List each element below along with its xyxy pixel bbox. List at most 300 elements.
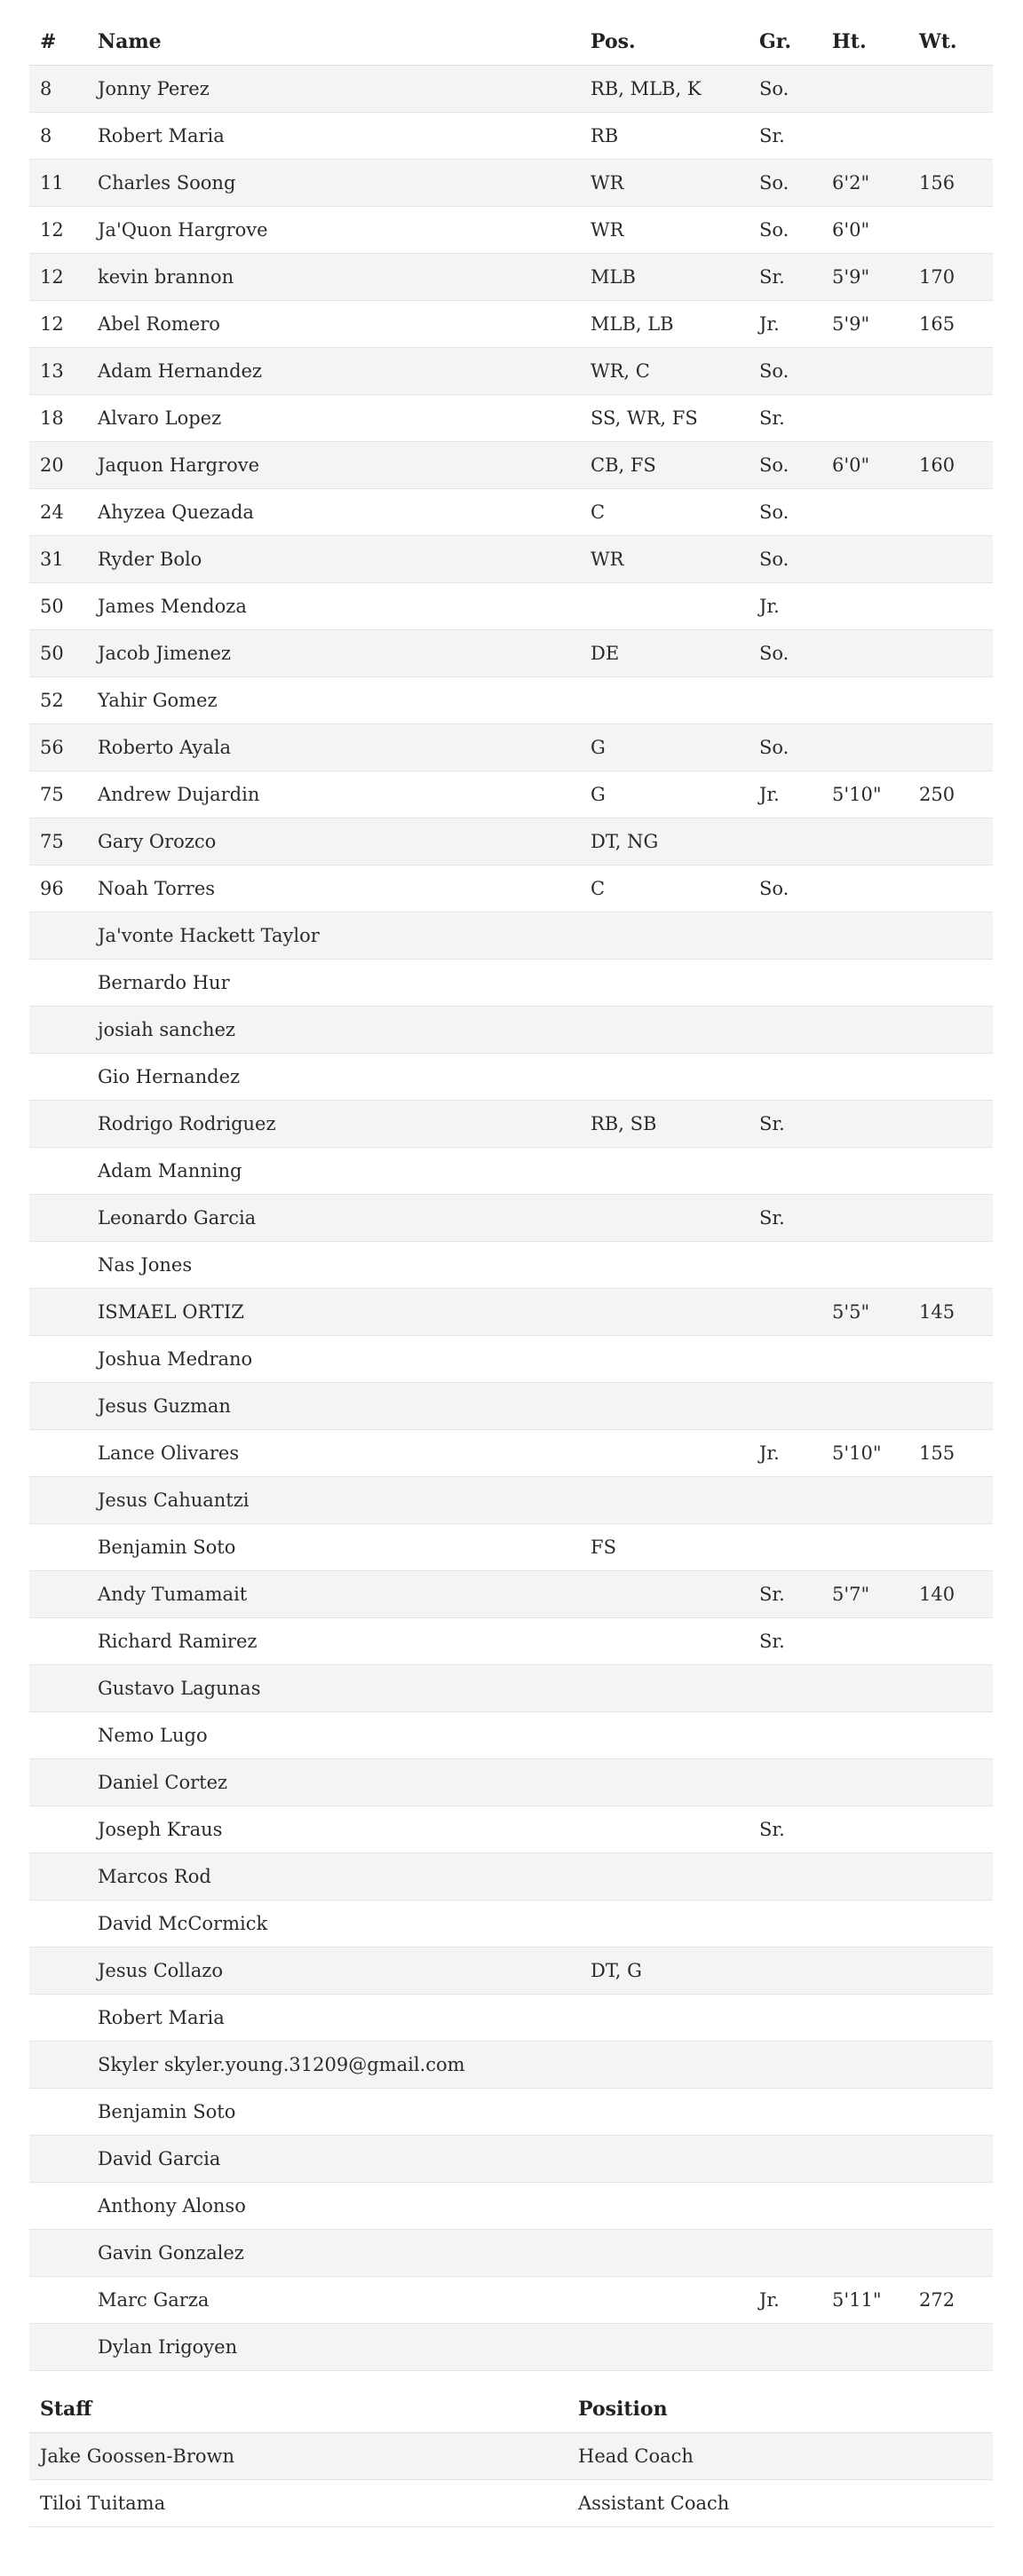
- player-grade: [749, 1995, 821, 2042]
- player-position: [580, 1853, 749, 1900]
- player-position: [580, 2324, 749, 2371]
- player-height: [821, 1665, 908, 1712]
- player-weight: [908, 1007, 993, 1054]
- table-row: [29, 1759, 993, 1806]
- player-position: [580, 1995, 749, 2042]
- player-height: [821, 724, 908, 771]
- player-position: RB, MLB, K: [580, 66, 749, 113]
- table-row: [29, 2136, 993, 2183]
- player-position: CB, FS: [580, 442, 749, 489]
- table-row: [29, 677, 993, 724]
- staff-row: [29, 2433, 993, 2480]
- player-position: G: [580, 771, 749, 818]
- player-number: [29, 913, 87, 960]
- player-grade: So.: [749, 489, 821, 536]
- player-name[interactable]: Gary Orozco: [87, 818, 580, 865]
- staff-name: Jake Goossen-Brown: [29, 2433, 567, 2480]
- player-height: [821, 489, 908, 536]
- player-height: 6'0": [821, 207, 908, 254]
- player-weight: [908, 1195, 993, 1242]
- player-weight: [908, 1618, 993, 1665]
- player-position: [580, 1289, 749, 1336]
- table-row: [29, 724, 993, 771]
- player-name[interactable]: David Garcia: [87, 2136, 580, 2183]
- player-height: [821, 1336, 908, 1383]
- player-name[interactable]: Yahir Gomez: [87, 677, 580, 724]
- player-number: 50: [29, 583, 87, 630]
- player-position: C: [580, 865, 749, 913]
- player-position: [580, 1007, 749, 1054]
- player-number: [29, 1759, 87, 1806]
- table-row: [29, 818, 993, 865]
- player-number: [29, 1242, 87, 1289]
- player-name[interactable]: Abel Romero: [87, 301, 580, 348]
- table-row: [29, 1948, 993, 1995]
- player-position: [580, 1618, 749, 1665]
- player-weight: 272: [908, 2277, 993, 2324]
- player-height: [821, 1712, 908, 1759]
- player-height: [821, 1054, 908, 1101]
- header-number[interactable]: #: [29, 18, 87, 66]
- player-height: [821, 677, 908, 724]
- player-position: [580, 1054, 749, 1101]
- player-weight: [908, 1477, 993, 1524]
- player-height: [821, 865, 908, 913]
- player-name[interactable]: Dylan Irigoyen: [87, 2324, 580, 2371]
- player-name[interactable]: Ahyzea Quezada: [87, 489, 580, 536]
- player-height: [821, 395, 908, 442]
- player-number: [29, 1289, 87, 1336]
- table-row: [29, 2183, 993, 2230]
- header-weight[interactable]: Wt.: [908, 18, 993, 66]
- table-row: [29, 442, 993, 489]
- player-number: [29, 2136, 87, 2183]
- player-grade: [749, 2324, 821, 2371]
- staff-header-row: [29, 2386, 993, 2433]
- player-name[interactable]: Jesus Guzman: [87, 1383, 580, 1430]
- player-grade: [749, 677, 821, 724]
- player-number: [29, 1524, 87, 1571]
- player-height: [821, 1995, 908, 2042]
- table-row: [29, 66, 993, 113]
- player-name[interactable]: Skyler skyler.young.31209@gmail.com: [87, 2042, 580, 2089]
- player-height: [821, 2324, 908, 2371]
- player-name[interactable]: Alvaro Lopez: [87, 395, 580, 442]
- player-number: 52: [29, 677, 87, 724]
- player-name[interactable]: Joshua Medrano: [87, 1336, 580, 1383]
- player-grade: Sr.: [749, 395, 821, 442]
- player-name[interactable]: Lance Olivares: [87, 1430, 580, 1477]
- player-position: MLB, LB: [580, 301, 749, 348]
- table-row: [29, 113, 993, 160]
- player-position: [580, 2042, 749, 2089]
- player-weight: [908, 1759, 993, 1806]
- player-weight: 155: [908, 1430, 993, 1477]
- player-grade: [749, 2230, 821, 2277]
- player-number: 11: [29, 160, 87, 207]
- header-position[interactable]: Pos.: [580, 18, 749, 66]
- player-weight: [908, 395, 993, 442]
- player-number: [29, 1712, 87, 1759]
- table-row: [29, 771, 993, 818]
- player-position: [580, 1383, 749, 1430]
- player-height: 6'0": [821, 442, 908, 489]
- player-grade: [749, 1148, 821, 1195]
- player-weight: [908, 1900, 993, 1948]
- player-weight: [908, 1665, 993, 1712]
- player-name[interactable]: Marc Garza: [87, 2277, 580, 2324]
- header-height[interactable]: Ht.: [821, 18, 908, 66]
- player-grade: [749, 1759, 821, 1806]
- player-weight: 145: [908, 1289, 993, 1336]
- player-number: 75: [29, 818, 87, 865]
- header-grade[interactable]: Gr.: [749, 18, 821, 66]
- player-grade: [749, 2042, 821, 2089]
- player-grade: So.: [749, 207, 821, 254]
- player-weight: [908, 2089, 993, 2136]
- player-height: 5'11": [821, 2277, 908, 2324]
- player-name[interactable]: Richard Ramirez: [87, 1618, 580, 1665]
- player-name[interactable]: Jonny Perez: [87, 66, 580, 113]
- player-name[interactable]: James Mendoza: [87, 583, 580, 630]
- player-grade: [749, 1900, 821, 1948]
- player-grade: [749, 1948, 821, 1995]
- player-number: [29, 1148, 87, 1195]
- player-weight: [908, 2136, 993, 2183]
- player-number: [29, 2324, 87, 2371]
- table-row: [29, 913, 993, 960]
- player-number: 12: [29, 254, 87, 301]
- player-position: [580, 2089, 749, 2136]
- roster-header-row: [29, 18, 993, 66]
- table-row: [29, 1665, 993, 1712]
- player-weight: 170: [908, 254, 993, 301]
- player-weight: [908, 536, 993, 583]
- staff-position: Head Coach: [567, 2433, 993, 2480]
- player-height: 6'2": [821, 160, 908, 207]
- player-name[interactable]: Ja'vonte Hackett Taylor: [87, 913, 580, 960]
- player-position: [580, 583, 749, 630]
- player-position: [580, 2136, 749, 2183]
- staff-table: [29, 2386, 993, 2527]
- player-name[interactable]: Adam Manning: [87, 1148, 580, 1195]
- player-grade: [749, 960, 821, 1007]
- player-weight: [908, 913, 993, 960]
- player-weight: 140: [908, 1571, 993, 1618]
- player-name[interactable]: Roberto Ayala: [87, 724, 580, 771]
- player-number: [29, 1618, 87, 1665]
- player-height: [821, 536, 908, 583]
- table-row: [29, 489, 993, 536]
- player-position: [580, 1477, 749, 1524]
- staff-position: Assistant Coach: [567, 2480, 993, 2527]
- player-position: SS, WR, FS: [580, 395, 749, 442]
- table-row: [29, 1195, 993, 1242]
- player-name[interactable]: Joseph Kraus: [87, 1806, 580, 1853]
- player-height: [821, 583, 908, 630]
- player-position: [580, 1571, 749, 1618]
- player-number: 18: [29, 395, 87, 442]
- player-name[interactable]: Adam Hernandez: [87, 348, 580, 395]
- player-number: [29, 1430, 87, 1477]
- player-grade: [749, 1712, 821, 1759]
- table-row: [29, 1101, 993, 1148]
- player-weight: [908, 2324, 993, 2371]
- player-grade: [749, 1054, 821, 1101]
- player-grade: So.: [749, 66, 821, 113]
- player-weight: [908, 1524, 993, 1571]
- player-height: [821, 818, 908, 865]
- player-name[interactable]: kevin brannon: [87, 254, 580, 301]
- player-number: [29, 2089, 87, 2136]
- player-number: 12: [29, 207, 87, 254]
- player-position: DT, NG: [580, 818, 749, 865]
- player-grade: Jr.: [749, 2277, 821, 2324]
- player-name[interactable]: Rodrigo Rodriguez: [87, 1101, 580, 1148]
- player-name[interactable]: Marcos Rod: [87, 1853, 580, 1900]
- player-height: 5'10": [821, 771, 908, 818]
- player-name[interactable]: Robert Maria: [87, 1995, 580, 2042]
- player-number: [29, 1571, 87, 1618]
- player-position: MLB: [580, 254, 749, 301]
- player-weight: [908, 1712, 993, 1759]
- player-weight: [908, 1853, 993, 1900]
- player-number: 20: [29, 442, 87, 489]
- table-row: [29, 1995, 993, 2042]
- player-name[interactable]: Noah Torres: [87, 865, 580, 913]
- player-grade: [749, 1665, 821, 1712]
- table-row: [29, 630, 993, 677]
- player-number: [29, 1995, 87, 2042]
- player-position: [580, 960, 749, 1007]
- player-number: [29, 1007, 87, 1054]
- table-row: [29, 2324, 993, 2371]
- player-weight: [908, 865, 993, 913]
- player-number: 13: [29, 348, 87, 395]
- header-name[interactable]: Name: [87, 18, 580, 66]
- player-height: [821, 1242, 908, 1289]
- player-number: [29, 1195, 87, 1242]
- staff-section: [29, 2386, 993, 2527]
- player-weight: [908, 1336, 993, 1383]
- player-name[interactable]: Gustavo Lagunas: [87, 1665, 580, 1712]
- table-row: [29, 1571, 993, 1618]
- player-number: 96: [29, 865, 87, 913]
- table-row: [29, 1242, 993, 1289]
- table-row: [29, 1853, 993, 1900]
- table-row: [29, 2230, 993, 2277]
- header-staff: Staff: [29, 2386, 567, 2433]
- player-grade: Jr.: [749, 301, 821, 348]
- player-height: 5'10": [821, 1430, 908, 1477]
- table-row: [29, 1054, 993, 1101]
- player-number: [29, 1853, 87, 1900]
- player-grade: Sr.: [749, 254, 821, 301]
- player-height: [821, 1383, 908, 1430]
- player-weight: [908, 1242, 993, 1289]
- player-name[interactable]: David McCormick: [87, 1900, 580, 1948]
- player-grade: Sr.: [749, 1571, 821, 1618]
- player-name[interactable]: Leonardo Garcia: [87, 1195, 580, 1242]
- table-row: [29, 1289, 993, 1336]
- player-height: [821, 1618, 908, 1665]
- player-number: 50: [29, 630, 87, 677]
- player-position: [580, 1759, 749, 1806]
- player-number: 12: [29, 301, 87, 348]
- player-position: [580, 2183, 749, 2230]
- player-position: [580, 913, 749, 960]
- player-grade: Sr.: [749, 1806, 821, 1853]
- player-number: 31: [29, 536, 87, 583]
- player-number: 8: [29, 113, 87, 160]
- player-weight: [908, 630, 993, 677]
- table-row: [29, 1618, 993, 1665]
- player-height: 5'5": [821, 1289, 908, 1336]
- player-weight: [908, 66, 993, 113]
- table-row: [29, 865, 993, 913]
- player-name[interactable]: Jesus Cahuantzi: [87, 1477, 580, 1524]
- player-height: [821, 1806, 908, 1853]
- player-height: [821, 1524, 908, 1571]
- player-grade: Sr.: [749, 1195, 821, 1242]
- player-grade: [749, 1289, 821, 1336]
- player-grade: So.: [749, 160, 821, 207]
- player-height: [821, 2136, 908, 2183]
- player-height: [821, 2042, 908, 2089]
- player-weight: [908, 207, 993, 254]
- player-height: 5'9": [821, 254, 908, 301]
- player-weight: [908, 2042, 993, 2089]
- table-row: [29, 1007, 993, 1054]
- player-position: [580, 1665, 749, 1712]
- player-number: [29, 960, 87, 1007]
- table-row: [29, 2042, 993, 2089]
- player-height: [821, 113, 908, 160]
- player-position: C: [580, 489, 749, 536]
- player-grade: So.: [749, 442, 821, 489]
- player-position: FS: [580, 1524, 749, 1571]
- player-name[interactable]: Ryder Bolo: [87, 536, 580, 583]
- player-grade: [749, 1524, 821, 1571]
- player-height: [821, 2183, 908, 2230]
- header-staff-position: Position: [567, 2386, 993, 2433]
- table-row: [29, 348, 993, 395]
- roster-section: [29, 18, 993, 2371]
- table-row: [29, 2277, 993, 2324]
- table-row: [29, 1806, 993, 1853]
- player-position: DE: [580, 630, 749, 677]
- player-name[interactable]: Andy Tumamait: [87, 1571, 580, 1618]
- player-height: [821, 1101, 908, 1148]
- player-name[interactable]: Bernardo Hur: [87, 960, 580, 1007]
- player-name[interactable]: Benjamin Soto: [87, 2089, 580, 2136]
- table-row: [29, 395, 993, 442]
- player-weight: [908, 1948, 993, 1995]
- player-grade: So.: [749, 536, 821, 583]
- player-name[interactable]: Nas Jones: [87, 1242, 580, 1289]
- table-row: [29, 2089, 993, 2136]
- player-name[interactable]: Anthony Alonso: [87, 2183, 580, 2230]
- player-height: [821, 1477, 908, 1524]
- player-name[interactable]: Charles Soong: [87, 160, 580, 207]
- player-weight: [908, 724, 993, 771]
- player-number: 75: [29, 771, 87, 818]
- player-weight: 250: [908, 771, 993, 818]
- player-position: WR: [580, 536, 749, 583]
- player-height: [821, 1007, 908, 1054]
- player-name[interactable]: Benjamin Soto: [87, 1524, 580, 1571]
- player-name[interactable]: Jaquon Hargrove: [87, 442, 580, 489]
- player-position: [580, 1430, 749, 1477]
- player-grade: So.: [749, 348, 821, 395]
- player-number: [29, 2042, 87, 2089]
- player-position: [580, 1336, 749, 1383]
- player-weight: [908, 2230, 993, 2277]
- table-row: [29, 1477, 993, 1524]
- player-weight: 156: [908, 160, 993, 207]
- player-name[interactable]: Gavin Gonzalez: [87, 2230, 580, 2277]
- player-grade: So.: [749, 724, 821, 771]
- roster-table: [29, 18, 993, 2371]
- player-grade: [749, 1007, 821, 1054]
- player-weight: [908, 113, 993, 160]
- player-name[interactable]: Jesus Collazo: [87, 1948, 580, 1995]
- staff-name: Tiloi Tuitama: [29, 2480, 567, 2527]
- player-position: WR, C: [580, 348, 749, 395]
- player-height: [821, 2230, 908, 2277]
- player-position: [580, 2277, 749, 2324]
- player-grade: [749, 913, 821, 960]
- player-grade: [749, 2136, 821, 2183]
- player-name[interactable]: Gio Hernandez: [87, 1054, 580, 1101]
- player-position: [580, 1900, 749, 1948]
- player-name[interactable]: Daniel Cortez: [87, 1759, 580, 1806]
- player-weight: 165: [908, 301, 993, 348]
- table-row: [29, 207, 993, 254]
- player-number: [29, 1336, 87, 1383]
- player-grade: [749, 2183, 821, 2230]
- player-name[interactable]: Jacob Jimenez: [87, 630, 580, 677]
- player-weight: [908, 583, 993, 630]
- player-name[interactable]: Andrew Dujardin: [87, 771, 580, 818]
- player-name[interactable]: Robert Maria: [87, 113, 580, 160]
- player-name[interactable]: josiah sanchez: [87, 1007, 580, 1054]
- player-number: [29, 2183, 87, 2230]
- player-position: [580, 1242, 749, 1289]
- player-weight: 160: [908, 442, 993, 489]
- player-position: DT, G: [580, 1948, 749, 1995]
- player-grade: So.: [749, 865, 821, 913]
- player-weight: [908, 818, 993, 865]
- player-height: 5'7": [821, 1571, 908, 1618]
- player-name[interactable]: Ja'Quon Hargrove: [87, 207, 580, 254]
- player-grade: Sr.: [749, 113, 821, 160]
- player-number: [29, 1383, 87, 1430]
- player-height: [821, 1853, 908, 1900]
- player-number: [29, 1665, 87, 1712]
- player-name[interactable]: Nemo Lugo: [87, 1712, 580, 1759]
- player-height: [821, 348, 908, 395]
- player-position: WR: [580, 207, 749, 254]
- table-row: [29, 254, 993, 301]
- table-row: [29, 960, 993, 1007]
- player-position: [580, 1148, 749, 1195]
- player-number: [29, 1477, 87, 1524]
- player-grade: [749, 1853, 821, 1900]
- player-name[interactable]: ISMAEL ORTIZ: [87, 1289, 580, 1336]
- player-position: G: [580, 724, 749, 771]
- player-grade: [749, 1336, 821, 1383]
